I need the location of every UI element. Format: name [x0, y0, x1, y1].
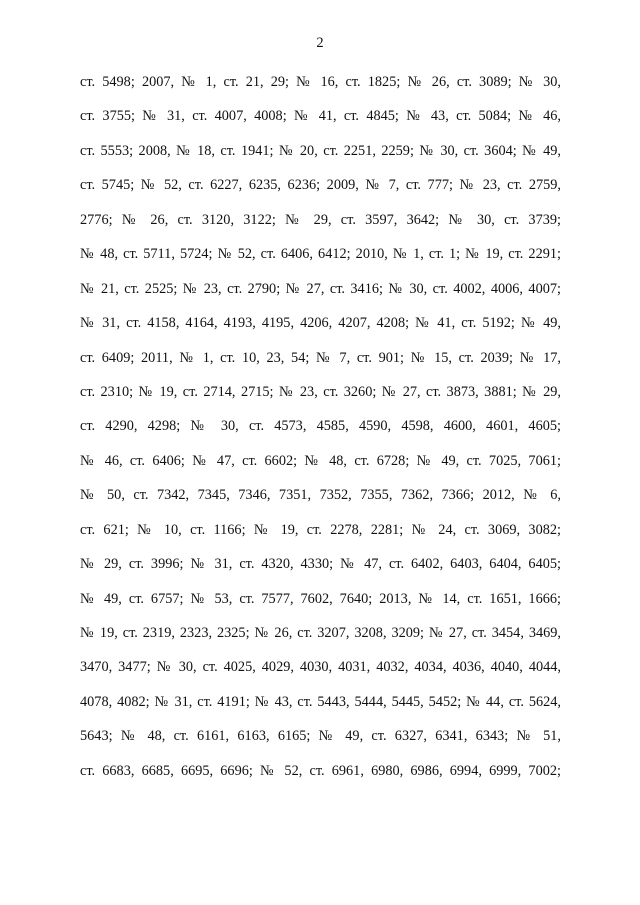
text-line: № 48, ст. 5711, 5724; № 52, ст. 6406, 6412; 2010, № 1, ст. 1; № 19, ст. 2291; [80, 246, 561, 263]
text-line: № 50, ст. 7342, 7345, 7346, 7351, 7352, 7355, 7362, 7366; 2012, № 6, [80, 487, 561, 504]
text-line: 3470, 3477; № 30, ст. 4025, 4029, 4030, 4031, 4032, 4034, 4036, 4040, 4044, [80, 659, 561, 676]
text-line: ст. 4290, 4298; № 30, ст. 4573, 4585, 4590, 4598, 4600, 4601, 4605; [80, 418, 561, 435]
text-line: 2776; № 26, ст. 3120, 3122; № 29, ст. 3597, 3642; № 30, ст. 3739; [80, 211, 561, 228]
text-line: № 49, ст. 6757; № 53, ст. 7577, 7602, 7640; 2013, № 14, ст. 1651, 1666; [80, 590, 561, 607]
text-line: ст. 3755; № 31, ст. 4007, 4008; № 41, ст. 4845; № 43, ст. 5084; № 46, [80, 108, 561, 125]
page-number: 2 [316, 35, 324, 51]
text-line: № 19, ст. 2319, 2323, 2325; № 26, ст. 3207, 3208, 3209; № 27, ст. 3454, 3469, [80, 625, 561, 641]
legal-citation-text [80, 72, 561, 795]
text-line: № 46, ст. 6406; № 47, ст. 6602; № 48, ст. 6728; № 49, ст. 7025, 7061; [80, 452, 561, 469]
text-line: № 31, ст. 4158, 4164, 4193, 4195, 4206, 4207, 4208; № 41, ст. 5192; № 49, [80, 315, 561, 332]
text-line: ст. 621; № 10, ст. 1166; № 19, ст. 2278, 2281; № 24, ст. 3069, 3082; [80, 521, 561, 538]
text-line: 4078, 4082; № 31, ст. 4191; № 43, ст. 5443, 5444, 5445, 5452; № 44, ст. 5624, [80, 693, 561, 710]
text-line: ст. 6683, 6685, 6695, 6696; № 52, ст. 6961, 6980, 6986, 6994, 6999, 7002; [80, 762, 561, 779]
text-line: ст. 2310; № 19, ст. 2714, 2715; № 23, ст. 3260; № 27, ст. 3873, 3881; № 29, [80, 383, 561, 400]
text-line: ст. 6409; 2011, № 1, ст. 10, 23, 54; № 7, ст. 901; № 15, ст. 2039; № 17, [80, 349, 561, 366]
text-line: № 29, ст. 3996; № 31, ст. 4320, 4330; № 47, ст. 6402, 6403, 6404, 6405; [80, 556, 561, 573]
text-line: 5643; № 48, ст. 6161, 6163, 6165; № 49, ст. 6327, 6341, 6343; № 51, [80, 728, 561, 745]
text-line: ст. 5553; 2008, № 18, ст. 1941; № 20, ст. 2251, 2259; № 30, ст. 3604; № 49, [80, 142, 561, 159]
text-line: № 21, ст. 2525; № 23, ст. 2790; № 27, ст. 3416; № 30, ст. 4002, 4006, 4007; [80, 280, 561, 297]
text-line: ст. 5745; № 52, ст. 6227, 6235, 6236; 2009, № 7, ст. 777; № 23, ст. 2759, [80, 177, 561, 194]
text-line: ст. 5498; 2007, № 1, ст. 21, 29; № 16, ст. 1825; № 26, ст. 3089; № 30, [80, 74, 561, 90]
